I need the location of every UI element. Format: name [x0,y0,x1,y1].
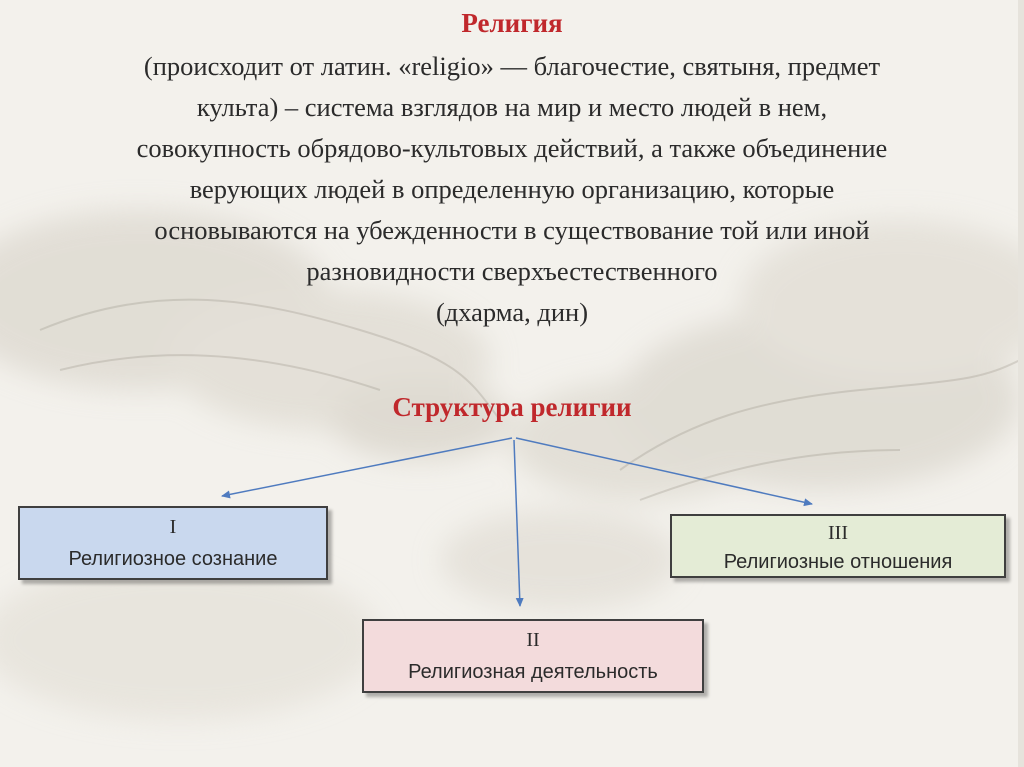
definition-line: культа) – система взглядов на мир и место людей в нем, [196,92,828,122]
structure-title: Структура религии [392,392,632,422]
box-number: III [828,522,848,544]
box-number: I [169,516,177,538]
arrow-to-box-3 [516,438,812,504]
definition-line: верующих людей в определенную организацию, которые [189,174,835,204]
box-number: II [526,629,540,651]
arrow-to-box-1 [222,438,512,496]
arrow-to-box-2 [514,440,520,606]
box-religious-activity [362,619,704,693]
box-religious-consciousness [18,506,328,580]
definition-line: (происходит от латин. «religio» — благочестие, святыня, предмет [143,51,881,81]
box-label: Религиозное сознание [68,548,278,570]
box-label: Религиозная деятельность [408,661,658,683]
definition-line: основываются на убежденности в существование той или иной [154,215,870,245]
definition-line: разновидности сверхъестественного [306,256,718,286]
definition-line: совокупность обрядово-культовых действий, а также объединение [136,133,888,163]
box-religious-relations [670,514,1006,578]
box-label: Религиозные отношения [723,551,953,573]
definition-line: (дхарма, дин) [435,297,589,327]
slide-title: Религия [461,8,563,38]
